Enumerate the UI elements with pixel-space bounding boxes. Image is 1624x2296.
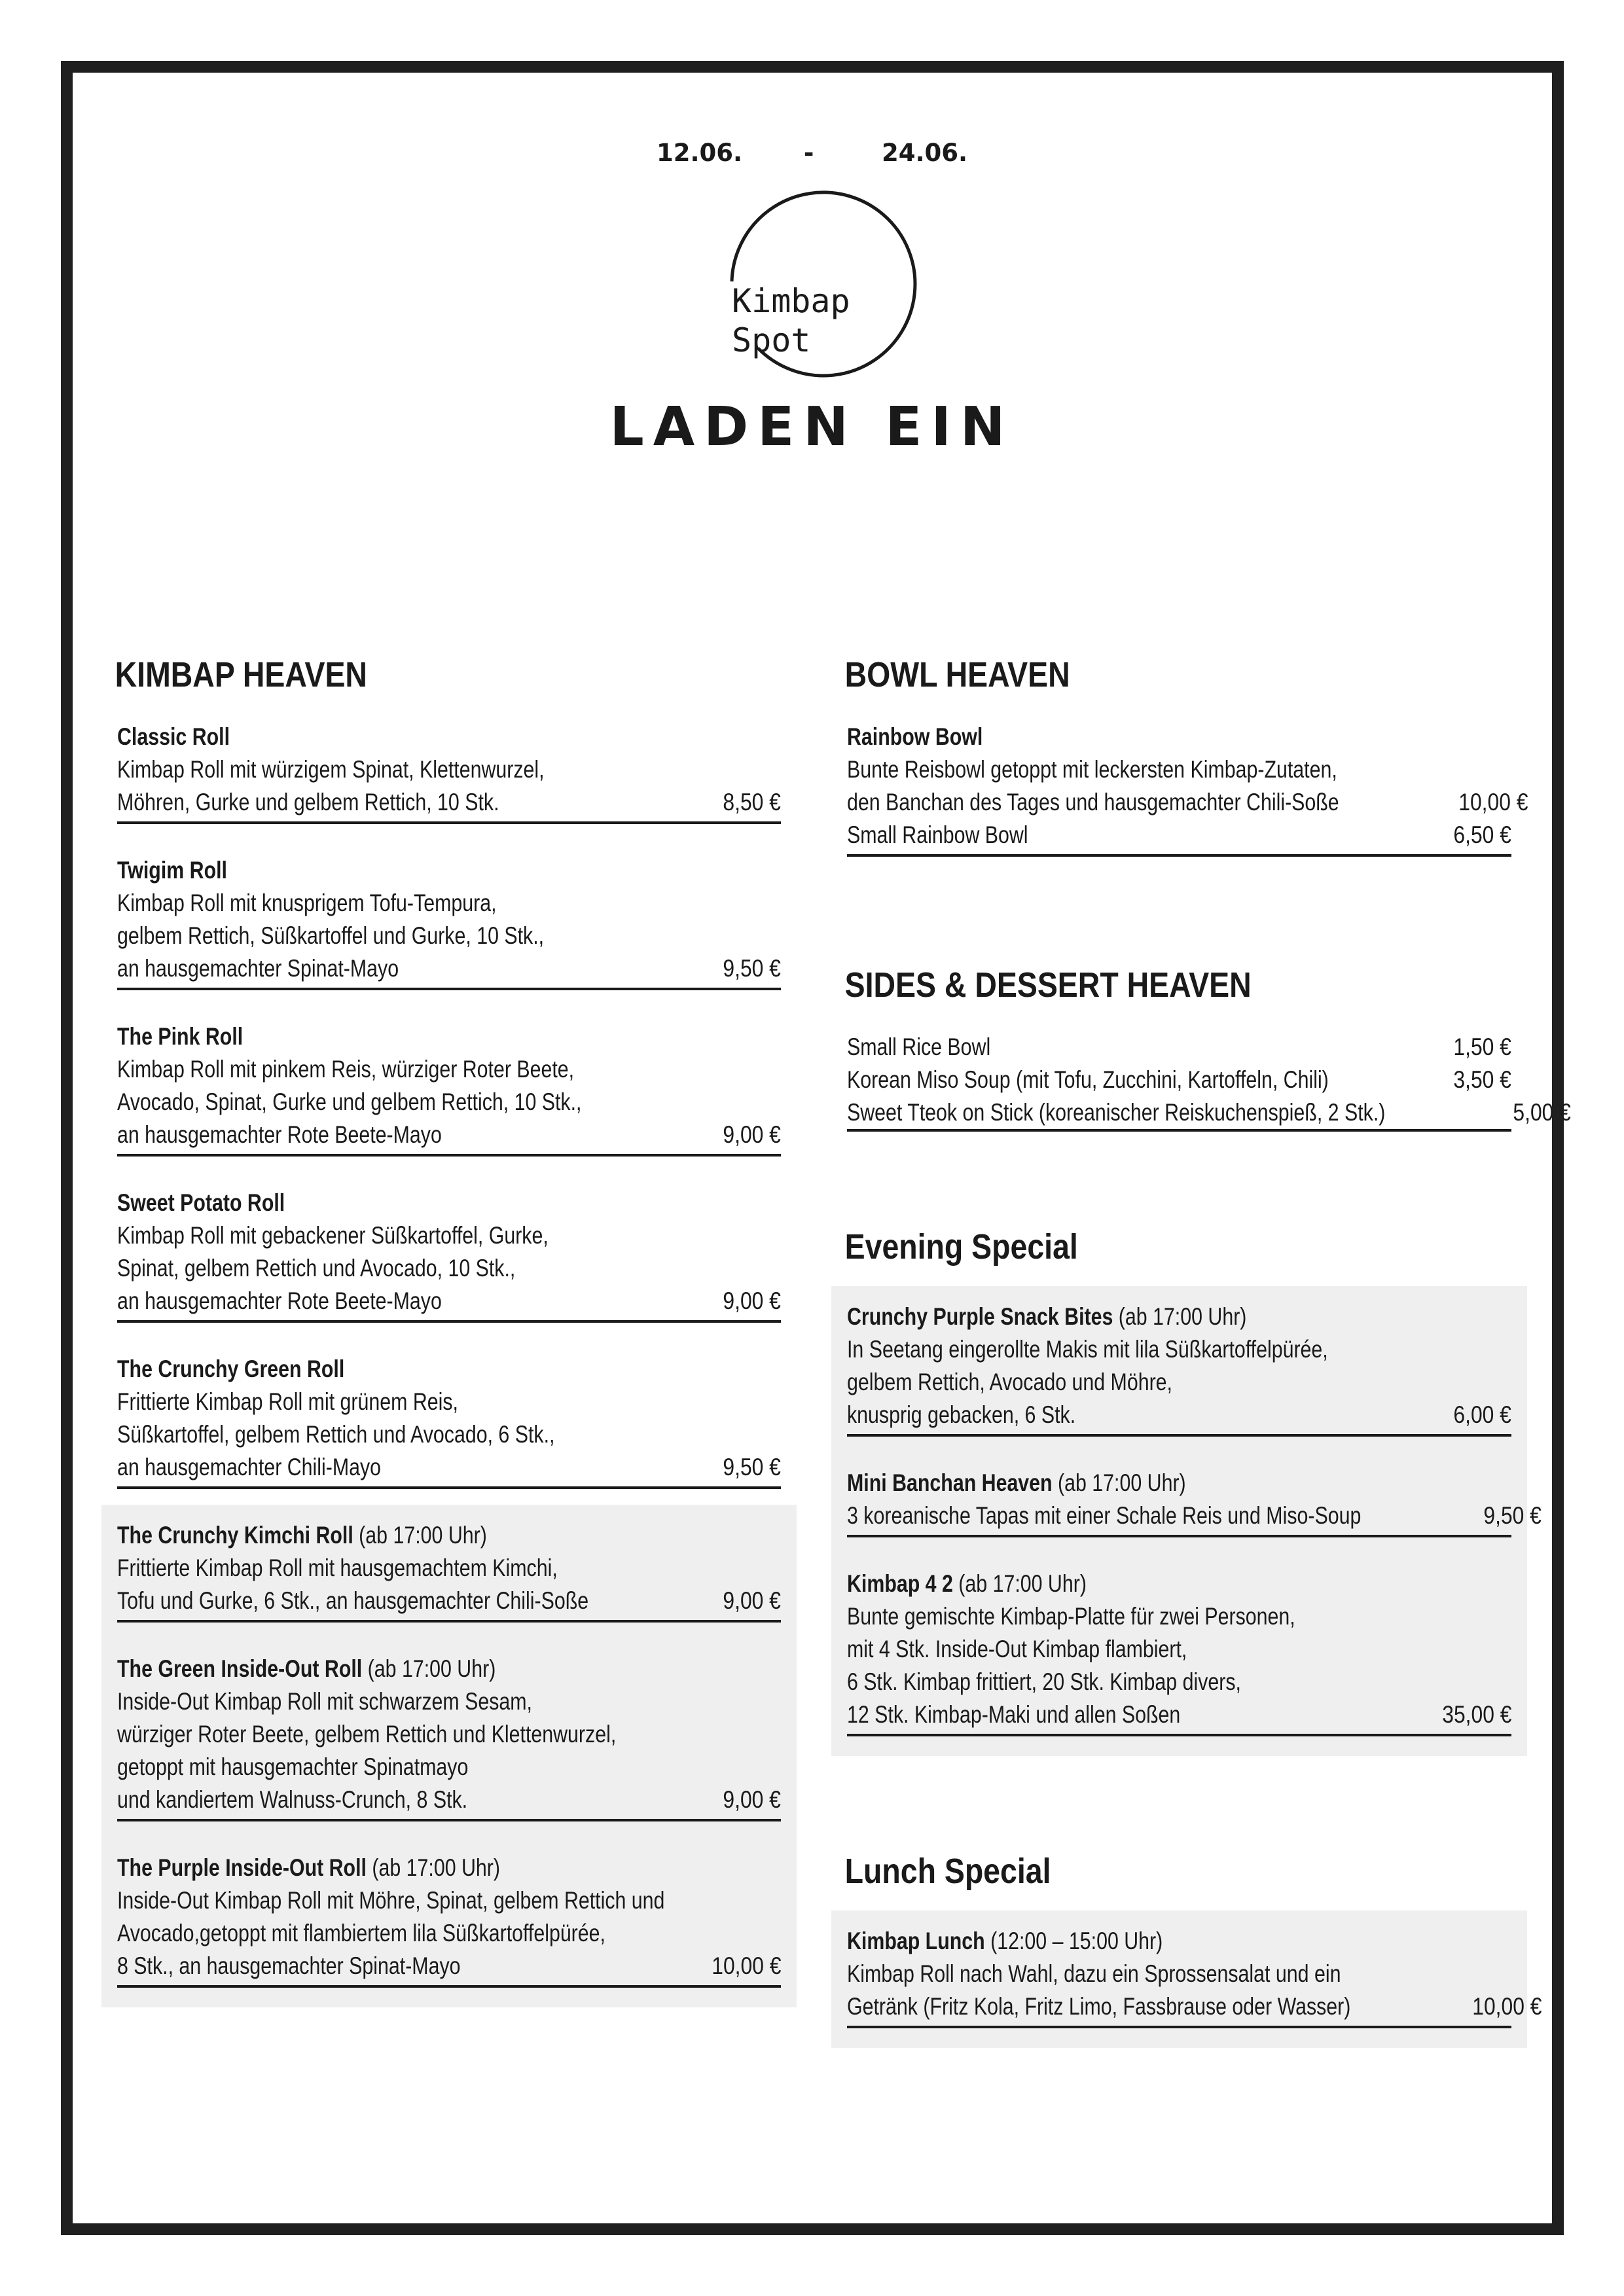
item-name: Classic Roll: [117, 723, 230, 750]
item-price: 1,50 €: [1453, 1033, 1511, 1060]
item-desc: Spinat, gelbem Rettich und Avocado, 10 Stk.,: [117, 1255, 516, 1282]
item-desc: 3 koreanische Tapas mit einer Schale Reis und Miso-Soup: [847, 1502, 1362, 1529]
section-title-kimbap-heaven: KIMBAP HEAVEN: [115, 655, 367, 694]
item-name: Crunchy Purple Snack Bites: [847, 1303, 1113, 1330]
item-desc: und kandiertem Walnuss-Crunch, 8 Stk.: [117, 1786, 468, 1813]
item-desc: an hausgemachter Chili-Mayo: [117, 1454, 382, 1480]
item-desc: Avocado, Spinat, Gurke und gelbem Rettich, 10 Stk.,: [117, 1088, 582, 1115]
item-name: The Purple Inside-Out Roll: [117, 1854, 367, 1881]
menu-item-crunchy-purple-snack-bites: [847, 1300, 1511, 1437]
item-desc: In Seetang eingerollte Makis mit lila Süßkartoffelpürée,: [847, 1336, 1328, 1363]
item-desc: Bunte gemischte Kimbap-Platte für zwei Personen,: [847, 1603, 1295, 1630]
section-title-bowl-heaven: BOWL HEAVEN: [844, 655, 1070, 694]
item-desc: 12 Stk. Kimbap-Maki und allen Soßen: [847, 1701, 1181, 1728]
menu-item-small-rice-bowl: [847, 1031, 1511, 1064]
section-title-lunch-special: Lunch Special: [844, 1852, 1051, 1891]
item-title: [847, 1568, 1392, 1600]
item-time-note: (ab 17:00 Uhr): [1118, 1303, 1247, 1330]
sides-list: [831, 1031, 1571, 1132]
item-desc: Avocado,getoppt mit flambiertem lila Süßkartoffelpürée,: [117, 1920, 605, 1946]
item-time-note: (ab 17:00 Uhr): [372, 1854, 501, 1881]
right-column: [831, 651, 1571, 2048]
item-name: Mini Banchan Heaven: [847, 1469, 1053, 1496]
item-time-note: (ab 17:00 Uhr): [359, 1522, 487, 1549]
menu-item-twigim-roll: [117, 854, 781, 990]
item-desc: den Banchan des Tages und hausgemachter Chili-Soße: [847, 789, 1339, 816]
item-price: 9,50 €: [723, 1454, 781, 1480]
item-title: [847, 1300, 1392, 1333]
item-desc: an hausgemachter Spinat-Mayo: [117, 955, 399, 982]
bowl-heaven-list: [831, 721, 1527, 857]
item-title: [847, 1925, 1392, 1958]
sides-group: [847, 1031, 1571, 1132]
menu-item-kimbap-lunch: [847, 1925, 1542, 2028]
item-price: 9,50 €: [723, 955, 781, 982]
menu-item-miso-soup: [847, 1064, 1511, 1096]
item-desc: Sweet Tteok on Stick (koreanischer Reiskuchenspieß, 2 Stk.): [847, 1099, 1386, 1126]
item-desc: mit 4 Stk. Inside-Out Kimbap flambiert,: [847, 1636, 1187, 1662]
price-row: [117, 1585, 781, 1623]
menu-item-sweet-tteok: [847, 1096, 1571, 1132]
item-desc: Getränk (Fritz Kola, Fritz Limo, Fassbrause oder Wasser): [847, 1993, 1351, 2020]
logo-text: [732, 281, 850, 360]
section-title-sides: SIDES & DESSERT HEAVEN: [844, 965, 1252, 1005]
item-desc: an hausgemachter Rote Beete-Mayo: [117, 1287, 442, 1314]
evening-rolls-box: [101, 1505, 797, 2007]
menu-item-classic-roll: [117, 721, 781, 824]
item-name: Kimbap 4 2: [847, 1570, 953, 1597]
item-price: 3,50 €: [1453, 1066, 1511, 1093]
item-name: The Pink Roll: [117, 1023, 244, 1050]
menu-item-crunchy-kimchi-roll: [117, 1519, 781, 1623]
item-desc: Kimbap Roll nach Wahl, dazu ein Sprossensalat und ein: [847, 1960, 1341, 1987]
item-title: [117, 1653, 661, 1685]
item-price: 8,50 €: [723, 789, 781, 816]
item-name: Rainbow Bowl: [847, 723, 983, 750]
item-price: 9,00 €: [723, 1587, 781, 1614]
item-desc: Kimbap Roll mit gebackener Süßkartoffel, Gurke,: [117, 1222, 549, 1249]
item-price: 10,00 €: [1472, 1993, 1542, 2020]
item-desc: an hausgemachter Rote Beete-Mayo: [117, 1121, 442, 1148]
item-price: 9,50 €: [1483, 1502, 1542, 1529]
item-time-note: (ab 17:00 Uhr): [367, 1655, 496, 1682]
item-price: 10,00 €: [1458, 789, 1528, 816]
item-desc: 6 Stk. Kimbap frittiert, 20 Stk. Kimbap divers,: [847, 1668, 1241, 1695]
kimbap-heaven-list: [101, 721, 797, 1489]
price-row: [847, 1499, 1542, 1537]
price-row-small: [847, 819, 1511, 857]
menu-item-mini-banchan-heaven: [847, 1467, 1542, 1537]
item-title: [847, 1467, 1392, 1499]
price-row: [117, 1950, 781, 1988]
item-desc: Frittierte Kimbap Roll mit grünem Reis,: [117, 1388, 458, 1415]
item-desc: Small Rice Bowl: [847, 1033, 991, 1060]
price-row: [117, 1451, 781, 1489]
item-desc: Frittierte Kimbap Roll mit hausgemachtem Kimchi,: [117, 1554, 558, 1581]
logo-line-2: Spot: [732, 321, 811, 359]
item-desc: 8 Stk., an hausgemachter Spinat-Mayo: [117, 1952, 461, 1979]
left-column: [101, 651, 797, 2007]
menu-item-sweet-potato-roll: [117, 1187, 781, 1323]
item-desc: knusprig gebacken, 6 Stk.: [847, 1401, 1076, 1428]
item-name: Twigim Roll: [117, 857, 227, 884]
item-desc: Inside-Out Kimbap Roll mit Möhre, Spinat, gelbem Rettich und: [117, 1887, 665, 1914]
date-to: 24.06.: [882, 139, 968, 167]
item-time-note: (ab 17:00 Uhr): [958, 1570, 1087, 1597]
date-separator: -: [804, 139, 814, 167]
item-desc: Kimbap Roll mit würzigem Spinat, Klettenwurzel,: [117, 756, 545, 783]
logo-line-1: Kimbap: [732, 282, 850, 320]
item-price: 9,00 €: [723, 1786, 781, 1813]
item-title: [117, 1519, 661, 1552]
price-row: [847, 786, 1528, 819]
menu-item-pink-roll: [117, 1020, 781, 1157]
price-row: [117, 1119, 781, 1157]
item-price: 9,00 €: [723, 1287, 781, 1314]
item-desc: Bunte Reisbowl getoppt mit leckersten Kimbap-Zutaten,: [847, 756, 1337, 783]
item-desc: Korean Miso Soup (mit Tofu, Zucchini, Kartoffeln, Chili): [847, 1066, 1329, 1093]
menu-item-kimbap-4-2: [847, 1568, 1511, 1736]
lunch-special-box: [831, 1910, 1542, 2048]
menu-item-rainbow-bowl: [847, 721, 1528, 857]
item-price: 10,00 €: [711, 1952, 781, 1979]
menu-item-crunchy-green-roll: [117, 1353, 781, 1489]
item-time-note: (ab 17:00 Uhr): [1058, 1469, 1186, 1496]
kimbap-spot-logo: [706, 177, 918, 389]
evening-special-box: [831, 1286, 1542, 1756]
date-from: 12.06.: [657, 139, 743, 167]
item-price: 5,00 €: [1513, 1099, 1571, 1126]
date-range: [0, 139, 1624, 171]
item-time-note: (12:00 – 15:00 Uhr): [990, 1928, 1163, 1954]
item-desc: Kimbap Roll mit knusprigem Tofu-Tempura,: [117, 889, 497, 916]
item-desc: würziger Roter Beete, gelbem Rettich und Klettenwurzel,: [117, 1721, 617, 1748]
item-name: The Crunchy Green Roll: [117, 1355, 345, 1382]
price-row: [117, 1285, 781, 1323]
item-price: 9,00 €: [723, 1121, 781, 1148]
menu-item-purple-inside-out-roll: [117, 1852, 781, 1988]
price-row: [847, 1399, 1511, 1437]
item-desc: getoppt mit hausgemachter Spinatmayo: [117, 1753, 469, 1780]
item-name: Sweet Potato Roll: [117, 1189, 285, 1216]
item-desc: Inside-Out Kimbap Roll mit schwarzem Sesam,: [117, 1688, 532, 1715]
price-row: [847, 1698, 1511, 1736]
section-title-evening-special: Evening Special: [844, 1227, 1078, 1266]
item-price: 6,50 €: [1453, 821, 1511, 848]
item-desc: Süßkartoffel, gelbem Rettich und Avocado, 6 Stk.,: [117, 1421, 555, 1448]
item-name: The Green Inside-Out Roll: [117, 1655, 363, 1682]
item-price: 6,00 €: [1453, 1401, 1511, 1428]
item-desc: gelbem Rettich, Süßkartoffel und Gurke, 10 Stk.,: [117, 922, 545, 949]
price-row: [847, 1990, 1542, 2028]
price-row: [117, 952, 781, 990]
item-desc: gelbem Rettich, Avocado und Möhre,: [847, 1369, 1172, 1395]
price-row: [117, 1784, 781, 1821]
price-row: [117, 786, 781, 824]
item-desc: Möhren, Gurke und gelbem Rettich, 10 Stk.: [117, 789, 499, 816]
item-desc: Small Rainbow Bowl: [847, 821, 1028, 848]
item-name: The Crunchy Kimchi Roll: [117, 1522, 353, 1549]
menu-item-green-inside-out-roll: [117, 1653, 781, 1821]
item-name: Kimbap Lunch: [847, 1928, 985, 1954]
item-title: [117, 1852, 661, 1884]
headline: LADEN EIN: [609, 396, 1015, 458]
item-desc: Kimbap Roll mit pinkem Reis, würziger Roter Beete,: [117, 1056, 575, 1083]
item-desc: Tofu und Gurke, 6 Stk., an hausgemachter Chili-Soße: [117, 1587, 589, 1614]
item-price: 35,00 €: [1441, 1701, 1511, 1728]
